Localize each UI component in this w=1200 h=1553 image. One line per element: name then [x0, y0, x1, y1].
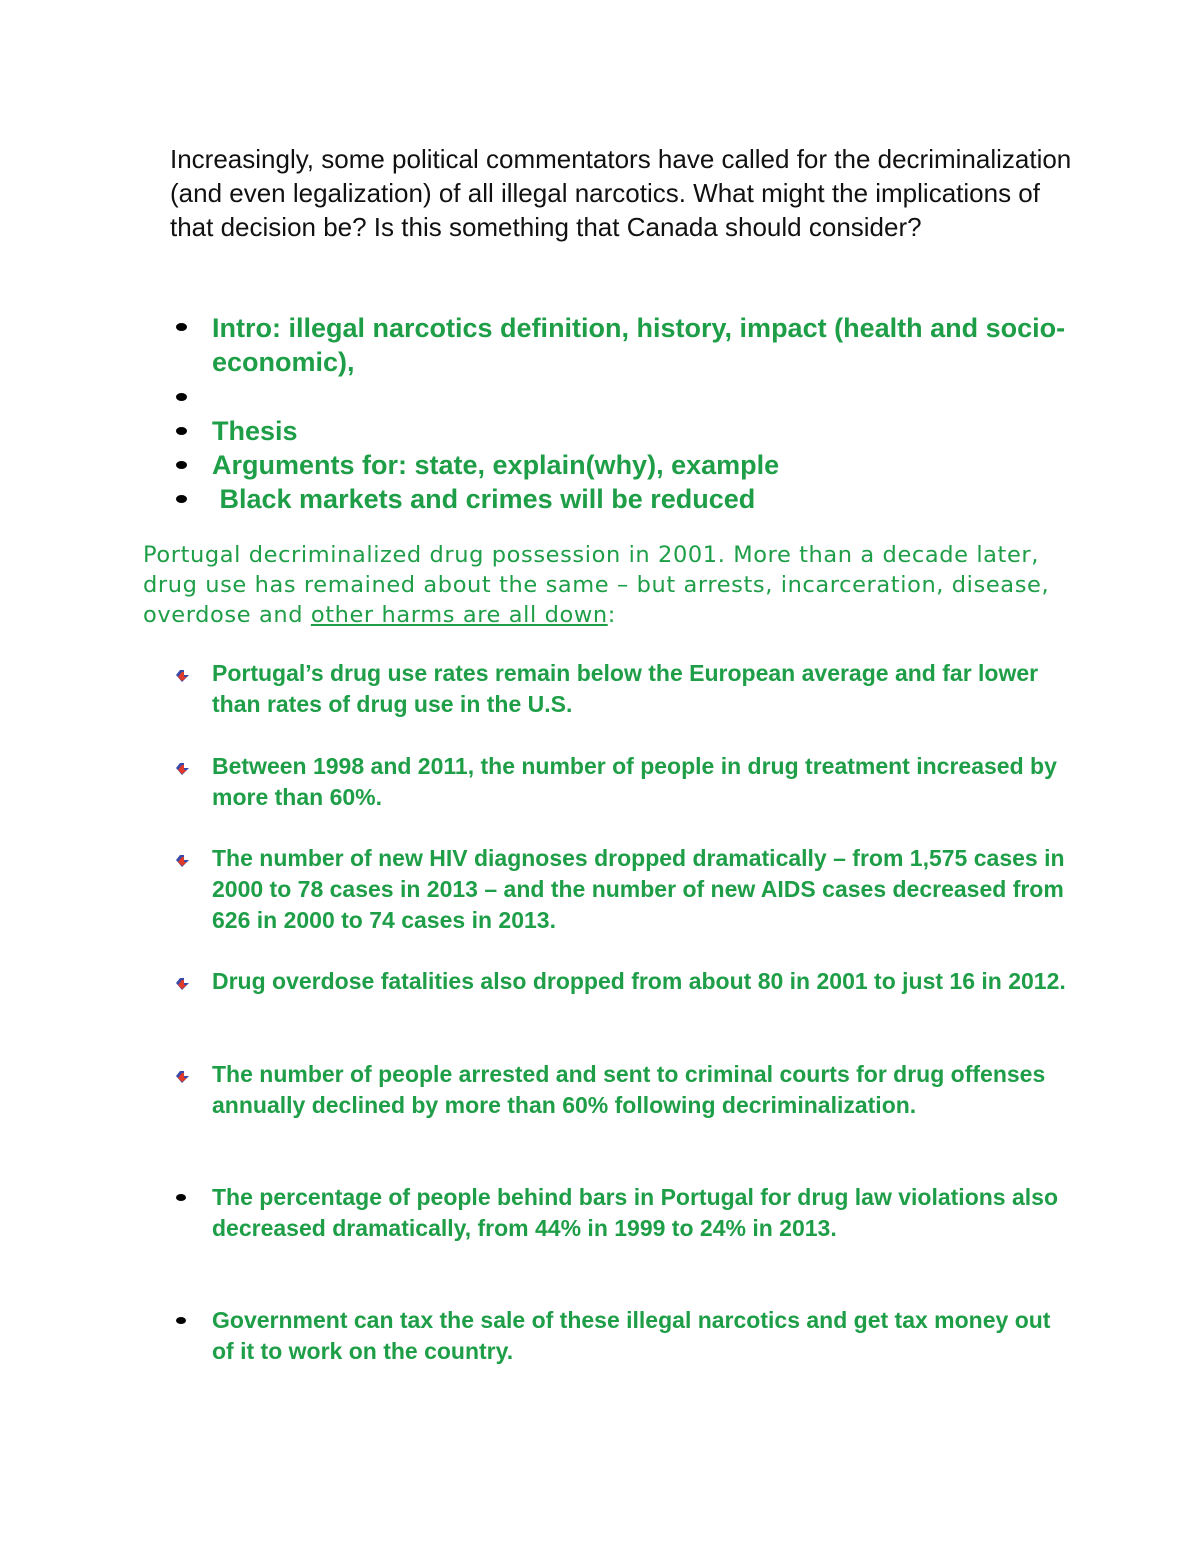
portugal-paragraph [143, 540, 1093, 630]
fact-arrests: The number of people arrested and sent to criminal courts for drug offenses annually declined by more than 60% following decriminalization. [212, 1061, 1046, 1118]
bullet-dot-icon [176, 495, 187, 503]
essay-question: Increasingly, some political commentators have called for the decriminalization (and even legalization) of all illegal narcotics. What might the implications of that decision be? Is this something that Canada should consider? [170, 144, 1072, 242]
bullet-dot-icon [176, 323, 187, 331]
bullet-dot-icon [176, 1194, 186, 1201]
fact-hiv-aids: The number of new HIV diagnoses dropped dramatically – from 1,575 cases in 2000 to 78 cases in 2013 – and the number of new AIDS cases decreased from 626 in 2000 to 74 cases in 2013. [212, 845, 1065, 933]
fact-tax: Government can tax the sale of these illegal narcotics and get tax money out of it to work on the country. [212, 1307, 1051, 1364]
harms-link[interactable]: other harms are all down [310, 602, 608, 628]
fact-drug-use-rates: Portugal’s drug use rates remain below the European average and far lower than rates of drug use in the U.S. [212, 660, 1039, 717]
outline-item-arguments: Arguments for: state, explain(why), example [212, 450, 780, 480]
arrow-bullet-icon [176, 761, 192, 777]
outline-item-intro: Intro: illegal narcotics definition, history, impact (health and socio-economic), [212, 313, 1066, 377]
fact-overdose: Drug overdose fatalities also dropped from about 80 in 2001 to just 16 in 2012. [212, 968, 1066, 994]
arrow-bullet-icon [176, 668, 192, 684]
bullet-dot-icon [176, 427, 187, 435]
arrow-bullet-icon [176, 853, 192, 869]
fact-drug-treatment: Between 1998 and 2011, the number of people in drug treatment increased by more than 60%. [212, 753, 1057, 810]
arrow-bullet-icon [176, 976, 192, 992]
outline-item-black-markets: Black markets and crimes will be reduced [212, 484, 756, 514]
outline-item-thesis: Thesis [212, 416, 298, 446]
portugal-suffix: : [607, 602, 616, 628]
portugal-text: Portugal decriminalized drug possession in 2001. More than a decade later, drug use has remained about the same – but arrests, incarceration, disease, overdose and [143, 542, 1050, 628]
arrow-bullet-icon [176, 1069, 192, 1085]
bullet-dot-icon [176, 393, 187, 401]
fact-incarceration: The percentage of people behind bars in Portugal for drug law violations also decreased dramatically, from 44% in 1999 to 24% in 2013. [212, 1184, 1059, 1241]
bullet-dot-icon [176, 1317, 186, 1324]
bullet-dot-icon [176, 461, 187, 469]
